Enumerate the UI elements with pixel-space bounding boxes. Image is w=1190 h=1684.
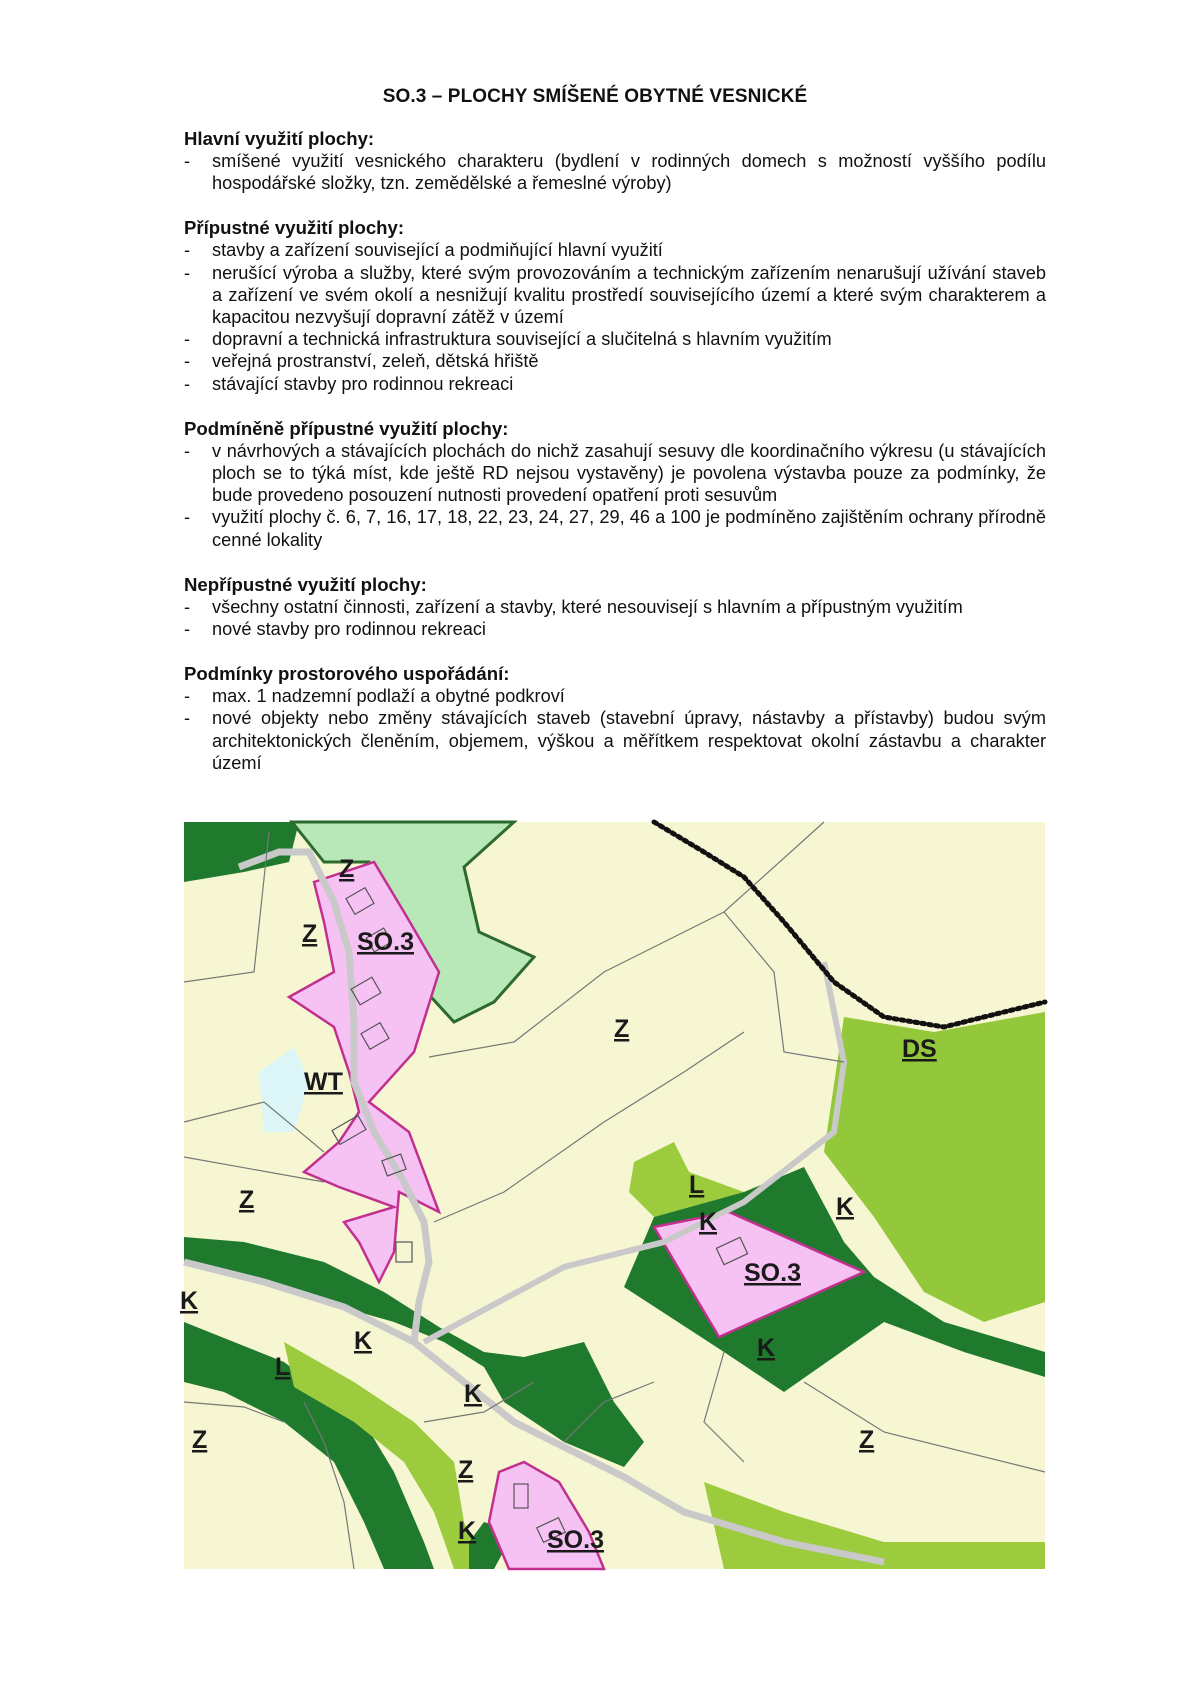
section-title: Nepřípustné využití plochy: <box>184 573 427 595</box>
list-item: - dopravní a technická infrastruktura související a slučitelná s hlavním využitím <box>184 328 1046 350</box>
label-so3: SO.3 <box>357 928 414 956</box>
label-l: L <box>689 1171 705 1199</box>
label-l: L <box>275 1353 291 1381</box>
label-z: Z <box>339 855 355 883</box>
list-item: - veřejná prostranství, zeleň, dětská hřiště <box>184 350 1046 372</box>
section-prohibited-use <box>184 574 1046 640</box>
label-z: Z <box>239 1186 255 1214</box>
section-conditional-use <box>184 418 1046 551</box>
label-k: K <box>836 1193 855 1221</box>
list-item: - všechny ostatní činnosti, zařízení a stavby, které nesouvisejí s hlavním a přípustným využitím <box>184 596 1046 618</box>
page-title: SO.3 – PLOCHY SMÍŠENÉ OBYTNÉ VESNICKÉ <box>382 86 808 107</box>
label-k: K <box>757 1334 776 1362</box>
list-item: - nerušící výroba a služby, které svým provozováním a technickým zařízením nenarušují užívání staveb a zařízení ve svém okolí a nesnižují kvalitu prostředí souvisejícího území a které svým charakterem a kapacitou nezvyšují dopravní zátěž v území <box>184 262 1046 329</box>
label-k: K <box>354 1327 373 1355</box>
list-item: - využití plochy č. 6, 7, 16, 17, 18, 22, 23, 24, 27, 29, 46 a 100 je podmíněno zajištěním ochrany přírodně cenné lokality <box>184 506 1046 550</box>
list-item: - nové stavby pro rodinnou rekreaci <box>184 618 1046 640</box>
label-so3: SO.3 <box>744 1259 801 1287</box>
section-title: Podmíněně přípustné využití plochy: <box>184 417 509 439</box>
list-item: - v návrhových a stávajících plochách do nichž zasahují sesuvy dle koordinačního výkresu (u stávajících ploch se to týká míst, kde ještě RD nejsou vystavěny) je povolena výstavba pouze za podmínky, že bude provedeno posouzení nutnosti provedení opatření proti sesuvům <box>184 440 1046 507</box>
section-title: Hlavní využití plochy: <box>184 128 375 149</box>
section-title: Přípustné využití plochy: <box>184 217 405 239</box>
label-k: K <box>464 1380 483 1408</box>
label-z: Z <box>614 1015 630 1043</box>
label-so3: SO.3 <box>547 1526 604 1554</box>
label-k: K <box>458 1517 477 1545</box>
label-k: K <box>699 1208 718 1236</box>
section-permitted-use <box>184 217 1046 394</box>
label-z: Z <box>192 1426 208 1454</box>
label-z: Z <box>302 920 318 948</box>
label-z: Z <box>458 1456 474 1484</box>
zoning-map <box>180 822 1045 1569</box>
label-k: K <box>180 1287 199 1315</box>
list-item: - nové objekty nebo změny stávajících staveb (stavební úpravy, nástavby a přístavby) budou svým architektonických členěním, objemem, výškou a měřítkem respektovat okolní zástavbu a charakter území <box>184 707 1046 774</box>
list-item: - max. 1 nadzemní podlaží a obytné podkroví <box>184 685 1046 707</box>
label-wt: WT <box>304 1068 343 1096</box>
label-ds: DS <box>902 1035 937 1063</box>
list-item: - smíšené využití vesnického charakteru (bydlení v rodinných domech s možností vyššího podílu hospodářské složky, tzn. zemědělské a řemeslné výroby) <box>184 150 1046 194</box>
section-main-use <box>184 128 1046 194</box>
section-spatial-conditions <box>184 663 1046 774</box>
regulation-text <box>184 128 1046 797</box>
list-item: - stavby a zařízení související a podmiňující hlavní využití <box>184 239 1046 261</box>
list-item: - stávající stavby pro rodinnou rekreaci <box>184 373 1046 395</box>
section-title: Podmínky prostorového uspořádání: <box>184 663 510 685</box>
label-z: Z <box>859 1426 875 1454</box>
